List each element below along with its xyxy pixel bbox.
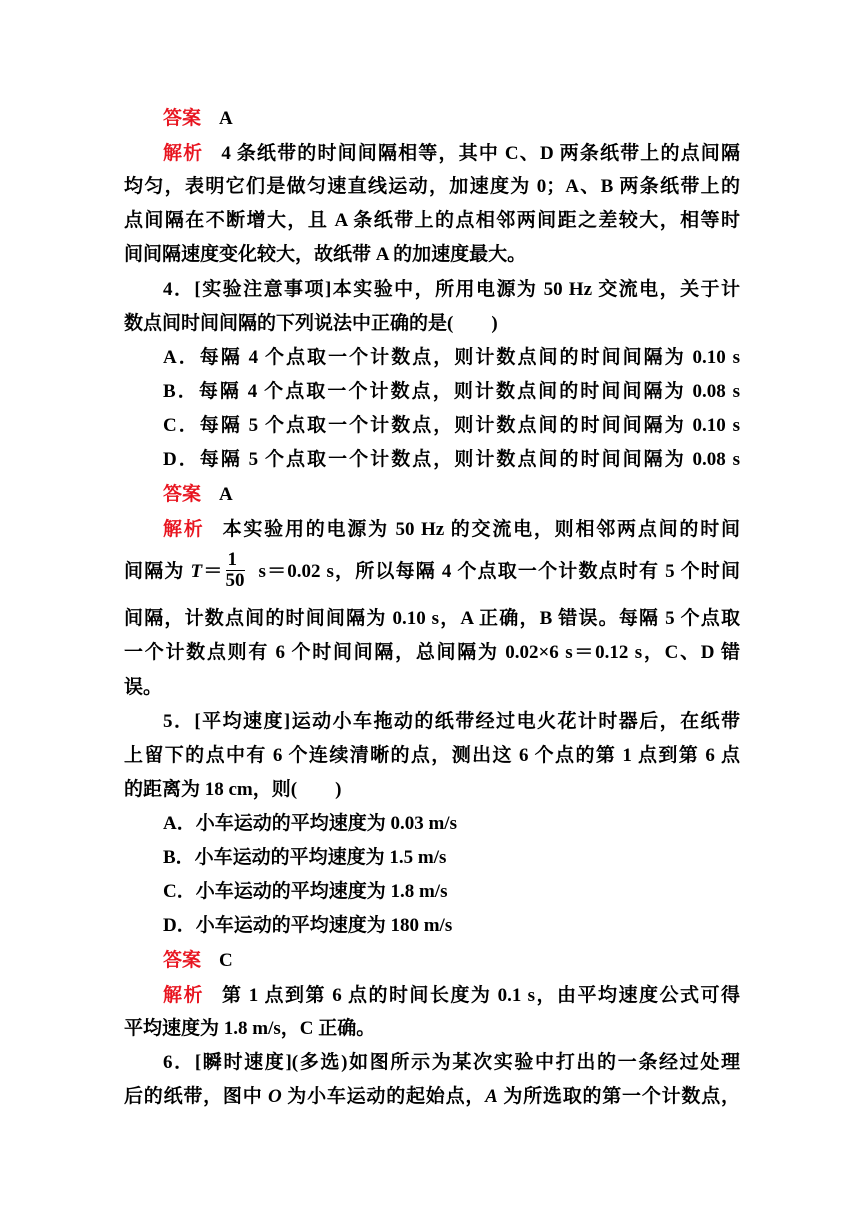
point-a-symbol: A bbox=[485, 1086, 498, 1107]
q5-stem-line-1: 5．[平均速度]运动小车拖动的纸带经过电火花计时器后，在纸带 bbox=[163, 711, 740, 732]
q5-analysis-line-2: 平均速度为 1.8 m/s，C 正确。 bbox=[124, 1018, 376, 1039]
q4-answer bbox=[163, 482, 740, 507]
analysis-label: 解析 bbox=[163, 518, 205, 540]
period-symbol: T bbox=[190, 561, 203, 582]
q5-option-a: A．小车运动的平均速度为 0.03 m/s bbox=[163, 813, 457, 834]
q4-option-d: D．每隔 5 个点取一个计数点，则计数点间的时间间隔为 0.08 s bbox=[163, 449, 740, 470]
q4-stem-line-1: 4．[实验注意事项]本实验中，所用电源为 50 Hz 交流电，关于计 bbox=[163, 279, 740, 300]
q4-analysis-line-1: 解析 本实验用的电源为 50 Hz 的交流电，则相邻两点间的时间 bbox=[163, 518, 740, 540]
q4-analysis-line-2: 间隔为 T＝ $\frac{1}{50}$ s＝0.02 s，所以每隔 4 个点取一个计数点时有 5 个时间 bbox=[124, 548, 740, 591]
q5-answer bbox=[163, 948, 740, 973]
answer-value: A bbox=[219, 108, 233, 129]
q5-option-c: C．小车运动的平均速度为 1.8 m/s bbox=[163, 881, 448, 902]
point-o-symbol: O bbox=[268, 1086, 282, 1107]
answer-value: C bbox=[219, 950, 233, 971]
q4-analysis-line-4: 一个计数点则有 6 个时间间隔，总间隔为 0.02×6 s＝0.12 s，C、D 错 bbox=[124, 642, 740, 663]
q5-option-b: B．小车运动的平均速度为 1.5 m/s bbox=[163, 847, 447, 868]
answer-label: 答案 bbox=[163, 483, 202, 505]
q4-stem-line-2: 数点间时间间隔的下列说法中正确的是( ) bbox=[124, 313, 498, 334]
fraction-numerator: 1 bbox=[226, 550, 245, 571]
q6-stem-line-1: 6．[瞬时速度](多选)如图所示为某次实验中打出的一条经过处理 bbox=[163, 1052, 740, 1073]
q5-stem-line-2: 上留下的点中有 6 个连续清晰的点，测出这 6 个点的第 1 点到第 6 点 bbox=[124, 745, 740, 766]
answer-label: 答案 bbox=[163, 949, 202, 971]
analysis-label: 解析 bbox=[163, 142, 204, 164]
q5-option-d: D．小车运动的平均速度为 180 m/s bbox=[163, 915, 453, 936]
q3-analysis-line-3: 点间隔在不断增大，且 A 条纸带上的点相邻两间距之差较大，相等时 bbox=[124, 210, 740, 231]
answer-value: A bbox=[219, 484, 233, 505]
q3-analysis-line-1: 解析 4 条纸带的时间间隔相等，其中 C、D 两条纸带上的点间隔 bbox=[163, 142, 740, 164]
q4-analysis-line-3: 间隔，计数点间的时间间隔为 0.10 s，A 正确，B 错误。每隔 5 个点取 bbox=[124, 608, 740, 629]
q4-option-c: C．每隔 5 个点取一个计数点，则计数点间的时间间隔为 0.10 s bbox=[163, 415, 740, 436]
q3-answer bbox=[163, 106, 740, 131]
analysis-label: 解析 bbox=[163, 984, 204, 1006]
q3-analysis-line-4: 间间隔速度变化较大，故纸带 A 的加速度最大。 bbox=[124, 244, 527, 265]
q4-option-a: A．每隔 4 个点取一个计数点，则计数点间的时间间隔为 0.10 s bbox=[163, 347, 740, 368]
q3-analysis-line-2: 均匀，表明它们是做匀速直线运动，加速度为 0；A、B 两条纸带上的 bbox=[124, 176, 740, 197]
q6-stem-line-2: 后的纸带，图中 O 为小车运动的起始点，A 为所选取的第一个计数点， bbox=[124, 1086, 740, 1107]
q4-analysis-line-5: 误。 bbox=[124, 677, 163, 698]
q5-analysis-line-1: 解析 第 1 点到第 6 点的时间长度为 0.1 s，由平均速度公式可得 bbox=[163, 984, 740, 1006]
q4-option-b: B．每隔 4 个点取一个计数点，则计数点间的时间间隔为 0.08 s bbox=[163, 381, 740, 402]
fraction-denominator: 50 bbox=[225, 569, 245, 591]
q5-stem-line-3: 的距离为 18 cm，则( ) bbox=[124, 779, 342, 800]
answer-label: 答案 bbox=[163, 107, 202, 129]
fraction bbox=[226, 550, 245, 591]
